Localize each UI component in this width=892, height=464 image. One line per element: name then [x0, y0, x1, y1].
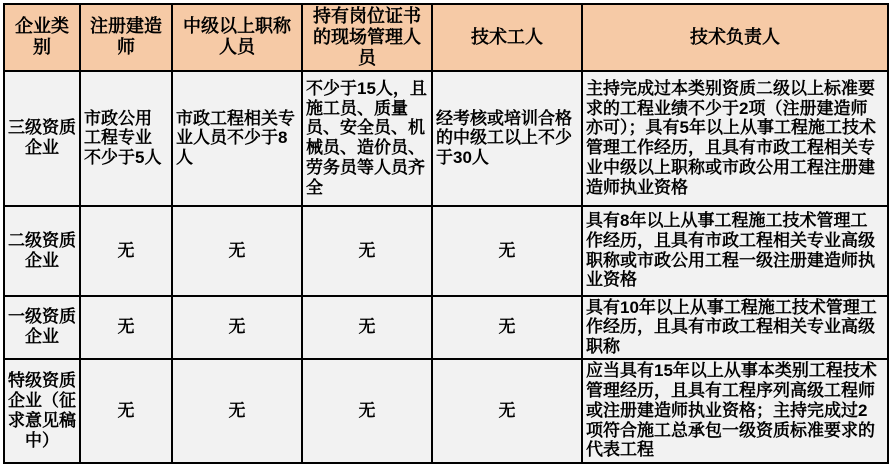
header-cell-site-managers: 持有岗位证书的现场管理人员	[302, 4, 432, 71]
table-row-grade1	[4, 296, 888, 359]
table-row-grade3	[4, 71, 888, 206]
data-cell: 无	[432, 296, 582, 359]
data-cell: 无	[80, 206, 172, 296]
category-cell: 三级资质企业	[4, 71, 80, 206]
data-cell: 不少于15人，且施工员、质量员、安全员、机械员、造价员、劳务员等人员齐全	[302, 71, 432, 206]
category-cell: 特级资质企业（征求意见稿中）	[4, 359, 80, 463]
data-cell: 无	[172, 206, 302, 296]
data-cell: 市政公用工程专业不少于5人	[80, 71, 172, 206]
header-cell-technical-director: 技术负责人	[582, 4, 888, 71]
data-cell: 无	[302, 359, 432, 463]
data-cell: 经考核或培训合格的中级工以上不少于30人	[432, 71, 582, 206]
header-cell-registered-builder: 注册建造师	[80, 4, 172, 71]
qualification-table	[3, 3, 889, 464]
table-row-special-grade	[4, 359, 888, 463]
data-cell: 无	[302, 296, 432, 359]
header-cell-skilled-workers: 技术工人	[432, 4, 582, 71]
data-cell: 无	[432, 359, 582, 463]
data-cell: 具有10年以上从事工程施工技术管理工作经历，且具有市政工程相关专业高级职称	[582, 296, 888, 359]
table-header-row	[4, 4, 888, 71]
category-cell: 一级资质企业	[4, 296, 80, 359]
data-cell: 应当具有15年以上从事本类别工程技术管理经历，且具有工程序列高级工程师或注册建造师执业资格；主持完成过2项符合施工总承包一级资质标准要求的代表工程	[582, 359, 888, 463]
data-cell: 市政工程相关专业人员不少于8人	[172, 71, 302, 206]
data-cell: 具有8年以上从事工程施工技术管理工作经历，且具有市政工程相关专业高级职称或市政公用工程一级注册建造师执业资格	[582, 206, 888, 296]
data-cell: 无	[80, 359, 172, 463]
data-cell: 无	[432, 206, 582, 296]
category-cell: 二级资质企业	[4, 206, 80, 296]
data-cell: 主持完成过本类别资质二级以上标准要求的工程业绩不少于2项（注册建造师亦可）；具有5年以上从事工程施工技术管理工作经历，且具有市政工程相关专业中级以上职称或市政公用工程注册建造师执业资格	[582, 71, 888, 206]
data-cell: 无	[80, 296, 172, 359]
header-cell-category: 企业类别	[4, 4, 80, 71]
data-cell: 无	[302, 206, 432, 296]
table-row-grade2	[4, 206, 888, 296]
header-cell-mid-title-staff: 中级以上职称人员	[172, 4, 302, 71]
data-cell: 无	[172, 359, 302, 463]
data-cell: 无	[172, 296, 302, 359]
